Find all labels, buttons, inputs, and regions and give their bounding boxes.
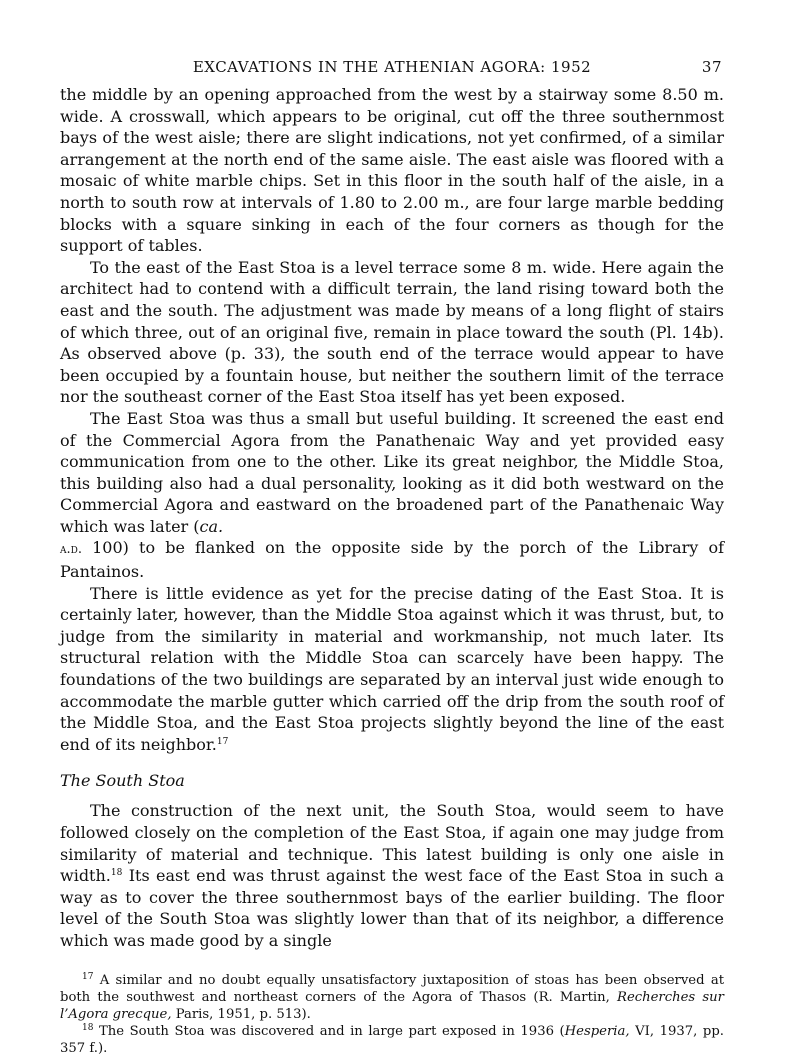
body-text (60, 84, 724, 952)
page (60, 58, 724, 1057)
running-header (60, 58, 724, 84)
paragraph (60, 583, 724, 756)
paragraph-text: The East Stoa was thus a small but useful building. It screened the east end of the Commercial Agora from the Panathenaic Way and yet provided easy communication from one to the other. Like its great neighbor, the Middle Stoa, this building also had a dual personality, looking as it did both westward on the Commercial Agora and eastward on the broadened part of the Panathenaic Way which was later ( (60, 408, 724, 536)
paragraph (60, 800, 724, 951)
footnote (60, 972, 724, 1023)
footnote-citation: Recherches sur l’Agora grecque, (60, 989, 724, 1022)
footnote-number: 18 (82, 1022, 94, 1033)
paragraph-text: The construction of the next unit, the South Stoa, would seem to have followed closely on the completion of the East Stoa, if again one may judge from similarity of material and technique. This latest building is only one aisle in width. (60, 801, 724, 886)
abbreviation-ca: ca. (199, 516, 224, 536)
footnote-ref[interactable]: 17 (216, 736, 229, 747)
footnote-text: VI, 1937, pp. 357 f.). (60, 1023, 724, 1056)
footnote-citation: Hesperia, (564, 1023, 630, 1039)
paragraph-text: Its east end was thrust against the west face of the East Stoa in such a way as to cover the three southernmost bays of the earlier building. The floor level of the South Stoa was slightly lower than that of its neighbor, a difference which was made good by a single (60, 866, 724, 950)
paragraph-text: There is little evidence as yet for the precise dating of the East Stoa. It is certainly later, however, than the Middle Stoa against which it was thrust, but, to judge from the similarity in material and workmanship, not much later. Its structural relation with the Middle Stoa can scarcely have been happy. The foundations of the two buildings are separated by an interval just wide enough to accommodate the marble gutter which carried off the drip from the south roof of the Middle Stoa, and the East Stoa projects slightly beyond the line of the east end of its neighbor. (60, 583, 724, 754)
footnote-text: The South Stoa was discovered and in large part exposed in 1936 ( (93, 1023, 565, 1039)
paragraph-text: 100) to be flanked on the opposite side by the porch of the Library of Pantainos. (60, 538, 724, 582)
running-title: EXCAVATIONS IN THE ATHENIAN AGORA: 1952 (192, 58, 592, 76)
footnote-number: 17 (82, 971, 94, 982)
paragraph: To the east of the East Stoa is a level terrace some 8 m. wide. Here again the architect had to contend with a difficult terrain, the land rising toward both the east and the south. The adjustment was made by means of a long flight of stairs of which three, out of an original five, remain in place toward the south (Pl. 14b). As observed above (p. 33), the south end of the terrace would appear to have been occupied by a fountain house, but neither the southern limit of the terrace nor the southeast corner of the East Stoa itself has yet been exposed. (60, 257, 724, 407)
footnote (60, 1023, 724, 1057)
abbreviation-ad: a.d. (60, 542, 82, 558)
page-number: 37 (701, 58, 722, 76)
footnote-ref[interactable]: 18 (110, 868, 123, 879)
paragraph: the middle by an opening approached from the west by a stairway some 8.50 m. wide. A crosswall, which appears to be original, cut off the three southernmost bays of the west aisle; there are slight indications, not yet confirmed, of a similar arrangement at the north end of the same aisle. The east aisle was floored with a mosaic of white marble chips. Set in this floor in the south half of the aisle, in a north to south row at intervals of 1.80 to 2.00 m., are four large marble bedding blocks with a square sinking in each of the four corners as though for the support of tables. (60, 85, 724, 256)
footnotes (60, 972, 724, 1057)
section-heading: The South Stoa (60, 771, 185, 791)
footnote-text: Paris, 1951, p. 513). (171, 1006, 311, 1022)
paragraph (60, 408, 724, 583)
footnote-text: A similar and no doubt equally unsatisfactory juxtaposition of stoas has been observed at both the southwest and northeast corners of the Agora of Thasos (R. Martin, (60, 972, 724, 1005)
